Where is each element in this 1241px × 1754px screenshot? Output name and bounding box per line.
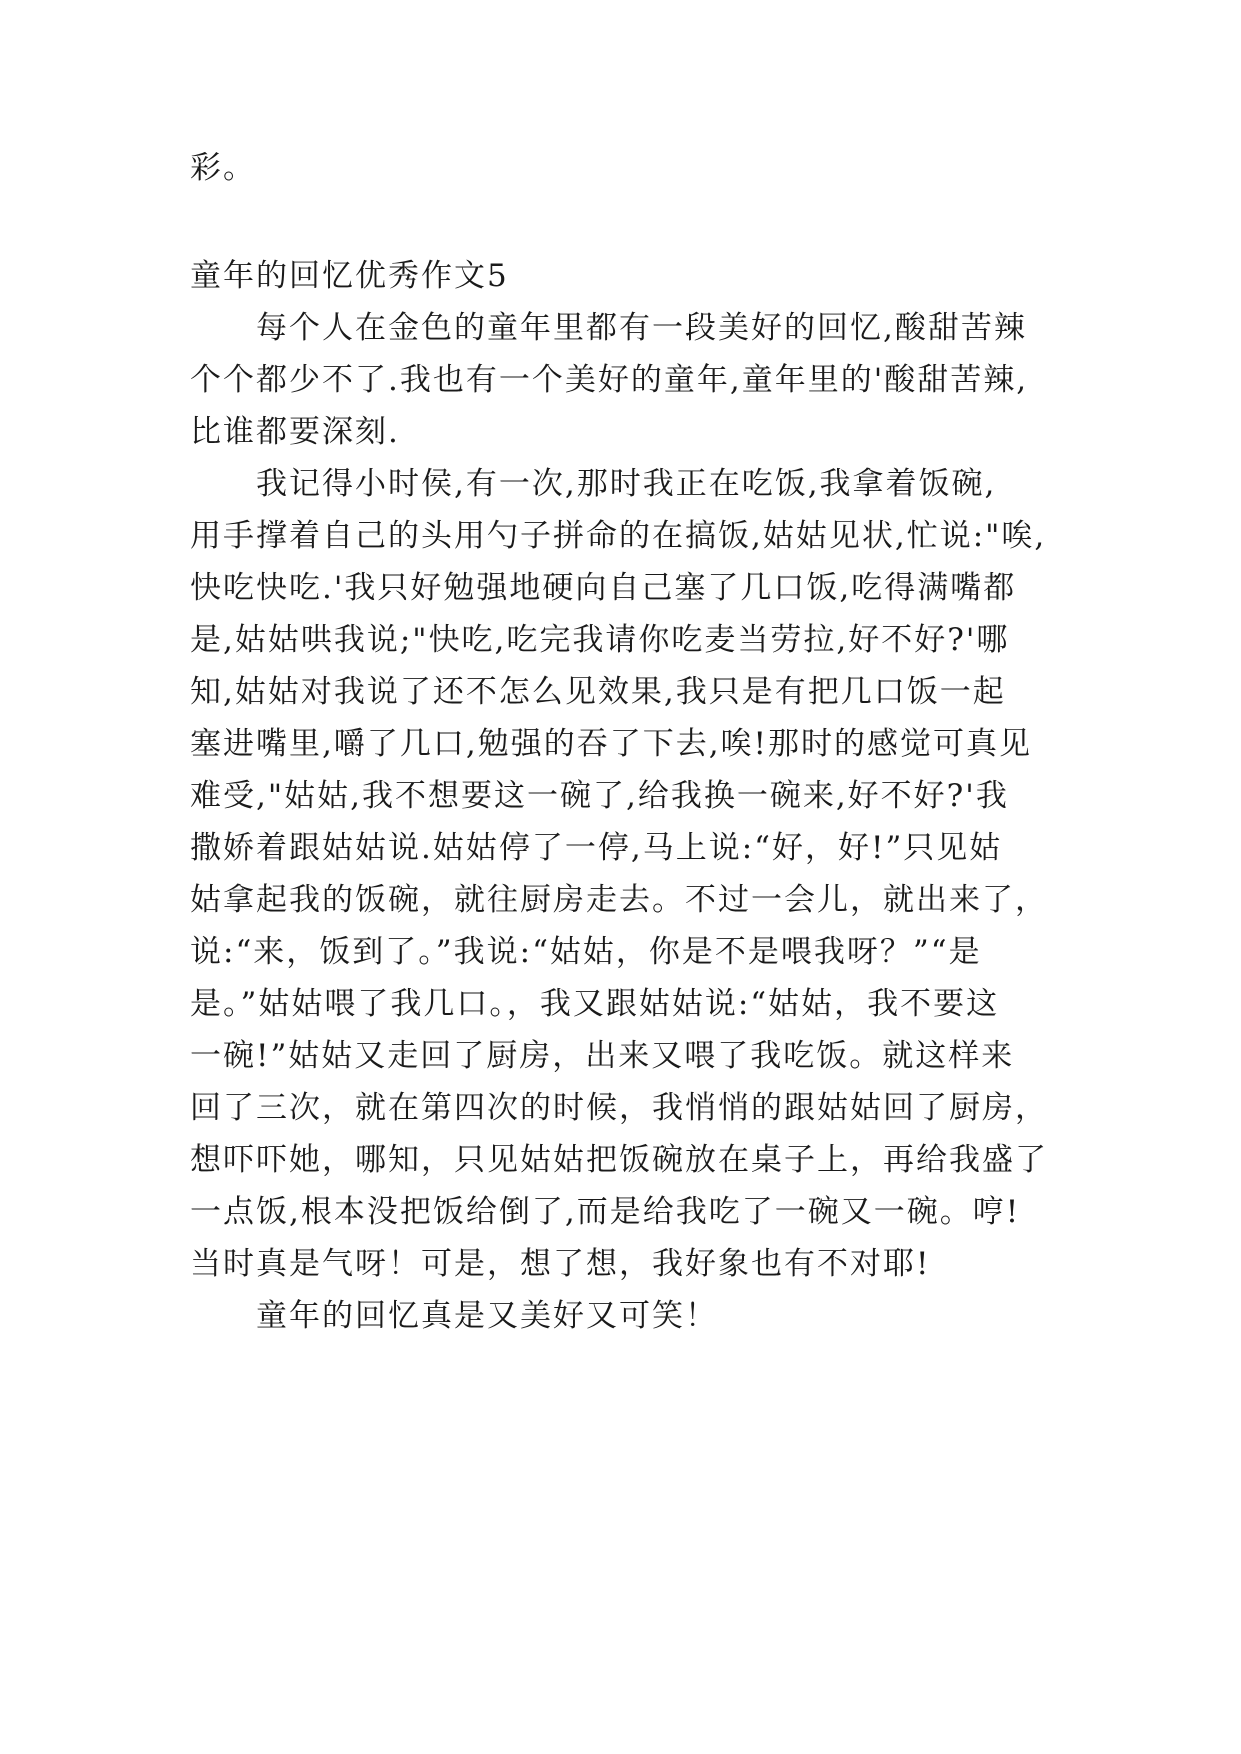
text-line: 撒娇着跟姑姑说.姑姑停了一停,马上说:“好，好!”只见姑: [190, 830, 1003, 866]
text-line: 知,姑姑对我说了还不怎么见效果,我只是有把几口饭一起: [190, 674, 1006, 710]
text-line: 一点饭,根本没把饭给倒了,而是给我吃了一碗又一碗。哼!: [190, 1194, 1021, 1230]
text-line: 想吓吓她，哪知，只见姑姑把饭碗放在桌子上，再给我盛了: [190, 1142, 1048, 1178]
document-page: [190, 0, 1060, 1754]
text-line: 每个人在金色的童年里都有一段美好的回忆,酸甜苦辣: [256, 310, 1027, 346]
text-line: 用手撑着自己的头用勺子拼命的在搞饭,姑姑见状,忙说:"唉,: [190, 518, 1047, 554]
text-line: 难受,"姑姑,我不想要这一碗了,给我换一碗来,好不好?'我: [190, 778, 1009, 814]
text-line: 我记得小时侯,有一次,那时我正在吃饭,我拿着饭碗,: [256, 466, 997, 502]
text-line: 快吃快吃.'我只好勉强地硬向自己塞了几口饭,吃得满嘴都: [190, 570, 1017, 606]
text-line: 是。”姑姑喂了我几口。，我又跟姑姑说:“姑姑，我不要这: [190, 986, 1000, 1022]
text-line: 童年的回忆真是又美好又可笑！: [256, 1298, 718, 1334]
text-line: 姑拿起我的饭碗，就往厨房走去。不过一会儿，就出来了，: [190, 882, 1048, 918]
text-line: 说:“来，饭到了。”我说:“姑姑，你是不是喂我呀？”“是: [190, 934, 982, 970]
section-title: 童年的回忆优秀作文5: [190, 258, 509, 294]
text-line: 当时真是气呀！可是，想了想，我好象也有不对耶!: [190, 1246, 931, 1282]
text-line: 彩。: [190, 150, 256, 186]
text-line: 比谁都要深刻.: [190, 414, 400, 450]
text-line: 塞进嘴里,嚼了几口,勉强的吞了下去,唉!那时的感觉可真见: [190, 726, 1033, 762]
text-line: 个个都少不了.我也有一个美好的童年,童年里的'酸甜苦辣,: [190, 362, 1029, 398]
text-line: 是,姑姑哄我说;"快吃,吃完我请你吃麦当劳拉,好不好?'哪: [190, 622, 1010, 658]
text-line: 一碗!”姑姑又走回了厨房，出来又喂了我吃饭。就这样来: [190, 1038, 1015, 1074]
text-line: 回了三次，就在第四次的时候，我悄悄的跟姑姑回了厨房，: [190, 1090, 1048, 1126]
